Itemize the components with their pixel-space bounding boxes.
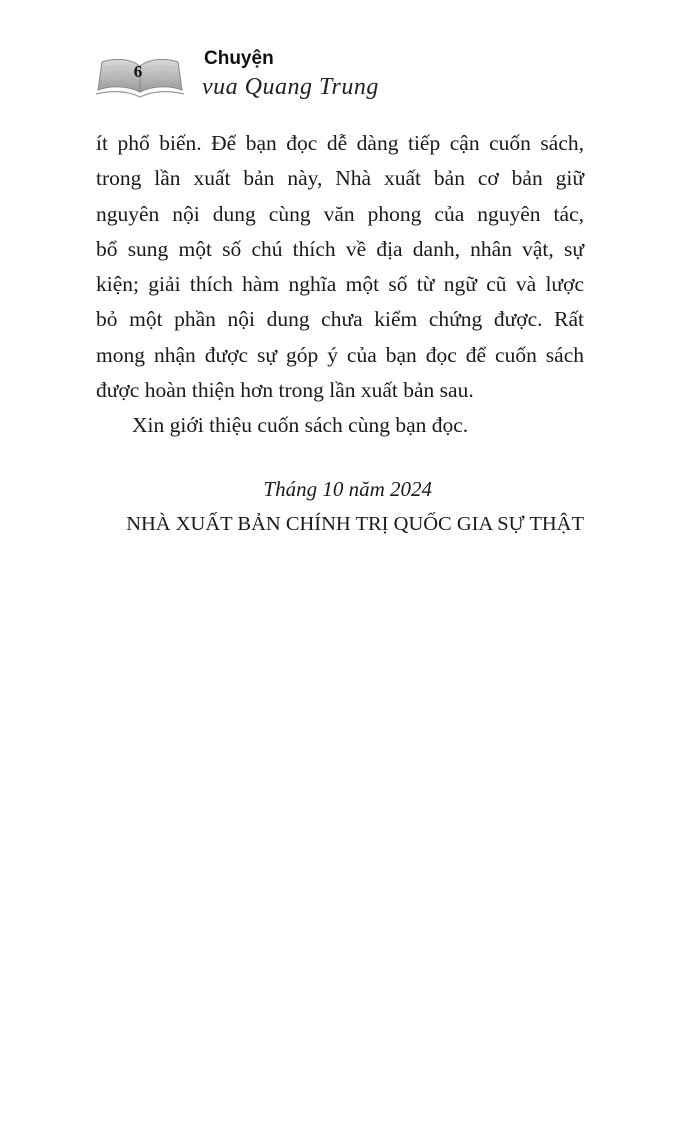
body-line: trong lần xuất bản này, Nhà xuất bản cơ bản giữ: [96, 166, 584, 191]
body-line: kiện; giải thích hàm nghĩa một số từ ngữ cũ và lược: [96, 272, 584, 297]
running-header: [96, 44, 436, 104]
body-text: [96, 126, 584, 444]
body-line: được hoàn thiện hơn trong lần xuất bản sau.: [96, 378, 474, 403]
body-line: ít phổ biến. Để bạn đọc dễ dàng tiếp cận cuốn sách,: [96, 131, 584, 155]
publisher-signature: NHÀ XUẤT BẢN CHÍNH TRỊ QUỐC GIA SỰ THẬT: [126, 513, 584, 535]
running-title: Chuyện: [204, 48, 274, 69]
signature-date: [96, 474, 584, 504]
page-number: 6: [133, 62, 143, 81]
body-line: bổ sung một số chú thích về địa danh, nhân vật, sự: [96, 236, 584, 261]
body-line: mong nhận được sự góp ý của bạn đọc để cuốn sách: [96, 342, 584, 367]
body-line: nguyên nội dung cùng văn phong của nguyên tác,: [96, 201, 584, 226]
running-subtitle: vua Quang Trung: [202, 74, 379, 100]
closing-paragraph: Xin giới thiệu cuốn sách cùng bạn đọc.: [132, 413, 469, 438]
signature-date-text: Tháng 10 năm 2024: [263, 477, 432, 501]
body-line: bỏ một phần nội dung chưa kiểm chứng được. Rất: [96, 307, 584, 332]
